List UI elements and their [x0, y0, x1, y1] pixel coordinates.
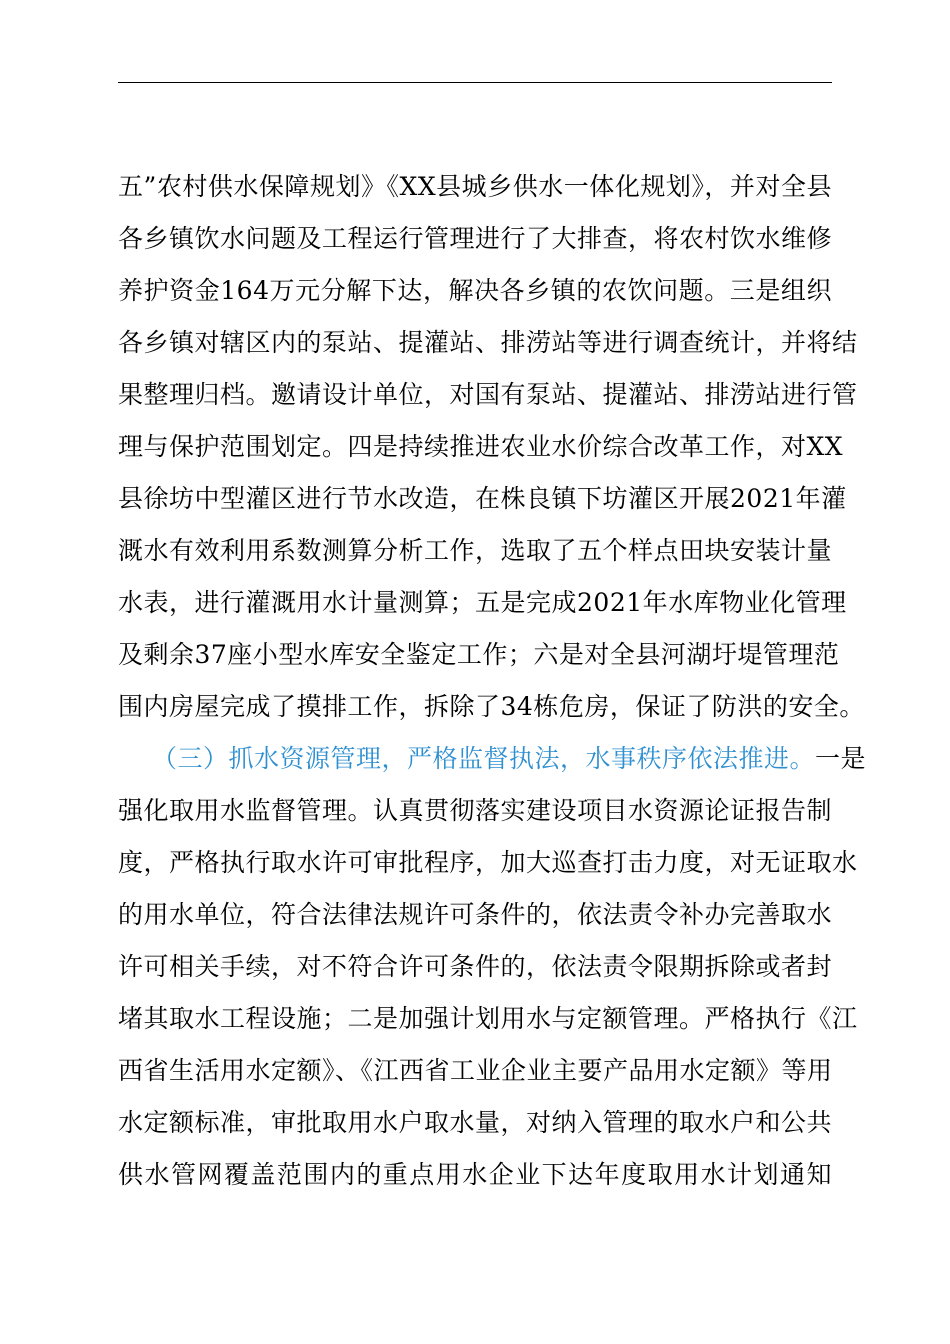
paragraph-line: 围内房屋完成了摸排工作，拆除了34栋危房，保证了防洪的安全。	[118, 692, 865, 721]
paragraph-line: 强化取用水监督管理。认真贯彻落实建设项目水资源论证报告制	[118, 796, 833, 825]
paragraph-line: 供水管网覆盖范围内的重点用水企业下达年度取用水计划通知	[118, 1160, 832, 1189]
paragraph-line: 五”农村供水保障规划》《XX县城乡供水一体化规划》，并对全县	[118, 172, 832, 201]
paragraph-line: 溉水有效利用系数测算分析工作，选取了五个样点田块安装计量	[118, 536, 833, 565]
section-heading: （三）抓水资源管理，严格监督执法，水事秩序依法推进。	[152, 744, 816, 773]
paragraph-line: 水表，进行灌溉用水计量测算；五是完成2021年水库物业化管理	[118, 588, 847, 617]
paragraph-line: 度，严格执行取水许可审批程序，加大巡查打击力度，对无证取水	[118, 848, 858, 877]
paragraph-line: 果整理归档。邀请设计单位，对国有泵站、提灌站、排涝站进行管	[118, 380, 858, 409]
header-rule	[118, 82, 832, 83]
paragraph-line: 各乡镇对辖区内的泵站、提灌站、排涝站等进行调查统计，并将结	[118, 328, 858, 357]
paragraph-line: 县徐坊中型灌区进行节水改造，在株良镇下坊灌区开展2021年灌	[118, 484, 847, 513]
paragraph-line: 的用水单位，符合法律法规许可条件的，依法责令补办完善取水	[118, 900, 833, 929]
paragraph-line: 水定额标准，审批取用水户取水量，对纳入管理的取水户和公共	[118, 1108, 833, 1137]
paragraph-line: 许可相关手续，对不符合许可条件的，依法责令限期拆除或者封	[118, 952, 833, 981]
paragraph-line: 养护资金164万元分解下达，解决各乡镇的农饮问题。三是组织	[118, 276, 832, 305]
paragraph-line: 西省生活用水定额》、《江西省工业企业主要产品用水定额》等用	[118, 1056, 833, 1085]
paragraph-line: 理与保护范围划定。四是持续推进农业水价综合改革工作，对XX	[118, 432, 844, 461]
paragraph-line: 堵其取水工程设施；二是加强计划用水与定额管理。严格执行《江	[118, 1004, 858, 1033]
paragraph-line: 各乡镇饮水问题及工程运行管理进行了大排查，将农村饮水维修	[118, 224, 833, 253]
paragraph-line-rest: 一是	[815, 744, 867, 773]
paragraph-line: 及剩余37座小型水库安全鉴定工作；六是对全县河湖圩堤管理范	[118, 640, 840, 669]
section-heading-line	[152, 744, 867, 774]
